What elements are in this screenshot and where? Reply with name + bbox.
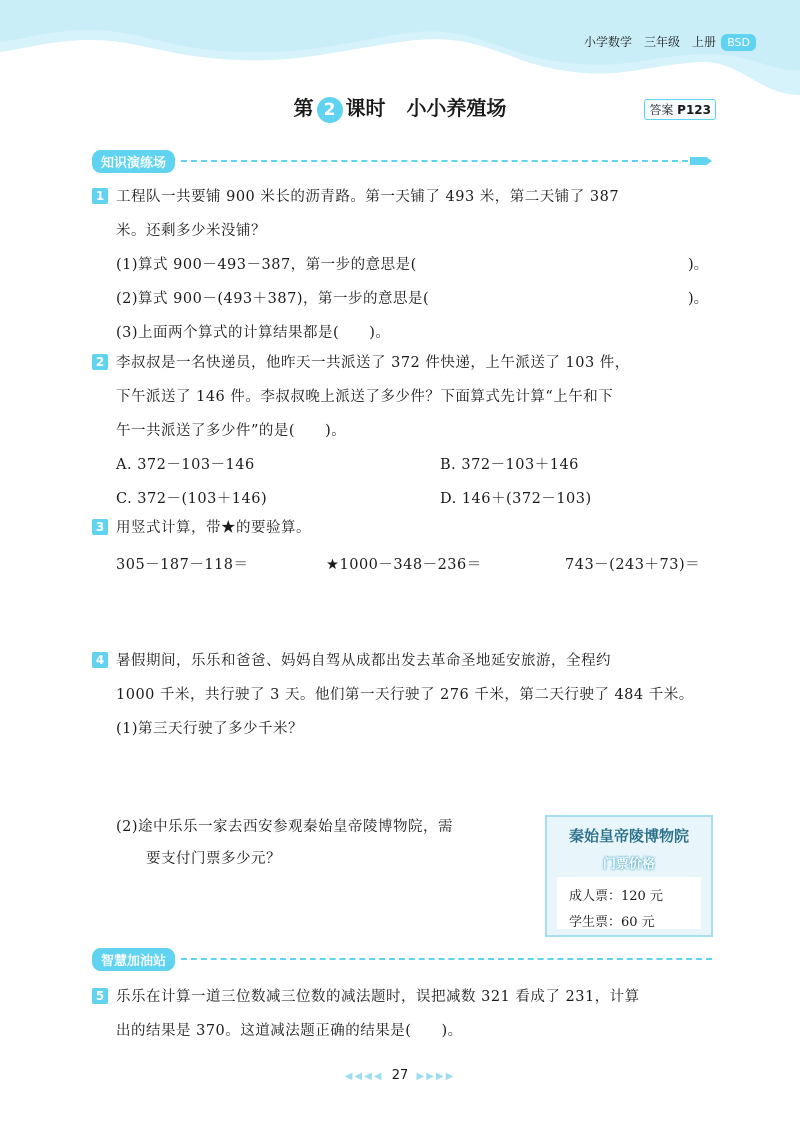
q1-sub2: (2)算式 900－(493＋387)，第一步的意思是( [116, 291, 430, 307]
subject-label: 小学数学 [583, 35, 632, 49]
museum-price-panel [557, 877, 701, 929]
q3-instruction: 用竖式计算，带★的要验算。 [116, 520, 311, 536]
q1-text-line: 工程队一共要铺 900 米长的沥青路。第一天铺了 493 米，第二天铺了 387 [116, 189, 620, 205]
q2-option-d: D. 146＋(372－103) [440, 491, 592, 507]
q2-text-line: 下午派送了 146 件。李叔叔晚上派送了多少件？下面算式先计算“上午和下 [116, 389, 614, 405]
q2-option-c: C. 372－(103＋146) [116, 491, 268, 507]
q2-option-a: A. 372－103－146 [116, 457, 255, 473]
q4-sub2-line: 要支付门票多少元？ [146, 851, 281, 867]
q5-text-line: 出的结果是 370。这道减法题正确的结果是( )。 [116, 1023, 463, 1039]
q1-sub1-blank-end: )。 [688, 257, 709, 273]
q3-expression-1: 305－187－118＝ [116, 557, 249, 573]
q4-text-line: 暑假期间，乐乐和爸爸、妈妈自驾从成都出发去革命圣地延安旅游，全程约 [116, 653, 611, 669]
right-arrows-icon: ▶▶▶▶ [416, 1071, 456, 1082]
section-practice-header [92, 150, 712, 172]
q4-text-line: 1000 千米，共行驶了 3 天。他们第一天行驶了 276 千米，第二天行驶了 484 千米。 [116, 687, 694, 703]
q2-option-b: B. 372－103＋146 [440, 457, 579, 473]
q1-text-line: 米。还剩多少米没铺？ [116, 223, 266, 239]
grade-label: 三年级 [643, 35, 680, 49]
title-name: 小小养殖场 [406, 96, 507, 120]
q1-sub2-blank-end: )。 [688, 291, 709, 307]
section-practice-label: 知识演练场 [92, 150, 175, 173]
page-number: 27 [391, 1068, 409, 1083]
answer-reference [644, 99, 716, 120]
lesson-number-badge: 2 [317, 97, 343, 123]
section-divider [181, 160, 688, 162]
pencil-icon [690, 157, 712, 165]
q1-sub3: (3)上面两个算式的计算结果都是( )。 [116, 325, 391, 341]
question-number-1: 1 [92, 188, 108, 204]
q2-text-line: 午一共派送了多少件”的是( )。 [116, 423, 347, 439]
title-prefix: 第 [293, 96, 314, 120]
question-number-2: 2 [92, 354, 108, 370]
q4-sub1: (1)第三天行驶了多少千米？ [116, 721, 304, 737]
title-suffix: 课时 [345, 96, 386, 120]
museum-ticket-price-card [545, 815, 713, 937]
museum-subtitle: 门票价格 [602, 857, 655, 872]
answer-label: 答案 [649, 103, 674, 117]
left-arrows-icon: ◀◀◀◀ [344, 1071, 384, 1082]
q1-sub1: (1)算式 900－493－387，第一步的意思是( [116, 257, 417, 273]
q4-sub2-line: (2)途中乐乐一家去西安参观秦始皇帝陵博物院，需 [116, 819, 454, 835]
q5-text-line: 乐乐在计算一道三位数减三位数的减法题时，误把减数 321 看成了 231，计算 [116, 989, 640, 1005]
book-header [584, 33, 716, 50]
q3-expression-3: 743－(243＋73)＝ [565, 557, 701, 573]
q2-text-line: 李叔叔是一名快递员，他昨天一共派送了 372 件快递，上午派送了 103 件， [116, 355, 630, 371]
edition-badge: BSD [721, 34, 756, 51]
q3-expression-2: ★1000－348－236＝ [326, 557, 482, 573]
question-number-3: 3 [92, 519, 108, 535]
question-number-5: 5 [92, 988, 108, 1004]
question-number-4: 4 [92, 652, 108, 668]
section-challenge-header [92, 948, 712, 970]
section-divider [181, 958, 712, 960]
museum-title: 秦始皇帝陵博物院 [568, 827, 689, 845]
volume-label: 上册 [691, 35, 716, 49]
section-challenge-label: 智慧加油站 [92, 948, 175, 971]
adult-ticket-price: 成人票：120 元 [569, 889, 663, 904]
student-ticket-price: 学生票：60 元 [569, 915, 655, 930]
answer-page: P123 [677, 103, 711, 117]
page-footer [0, 1068, 800, 1083]
